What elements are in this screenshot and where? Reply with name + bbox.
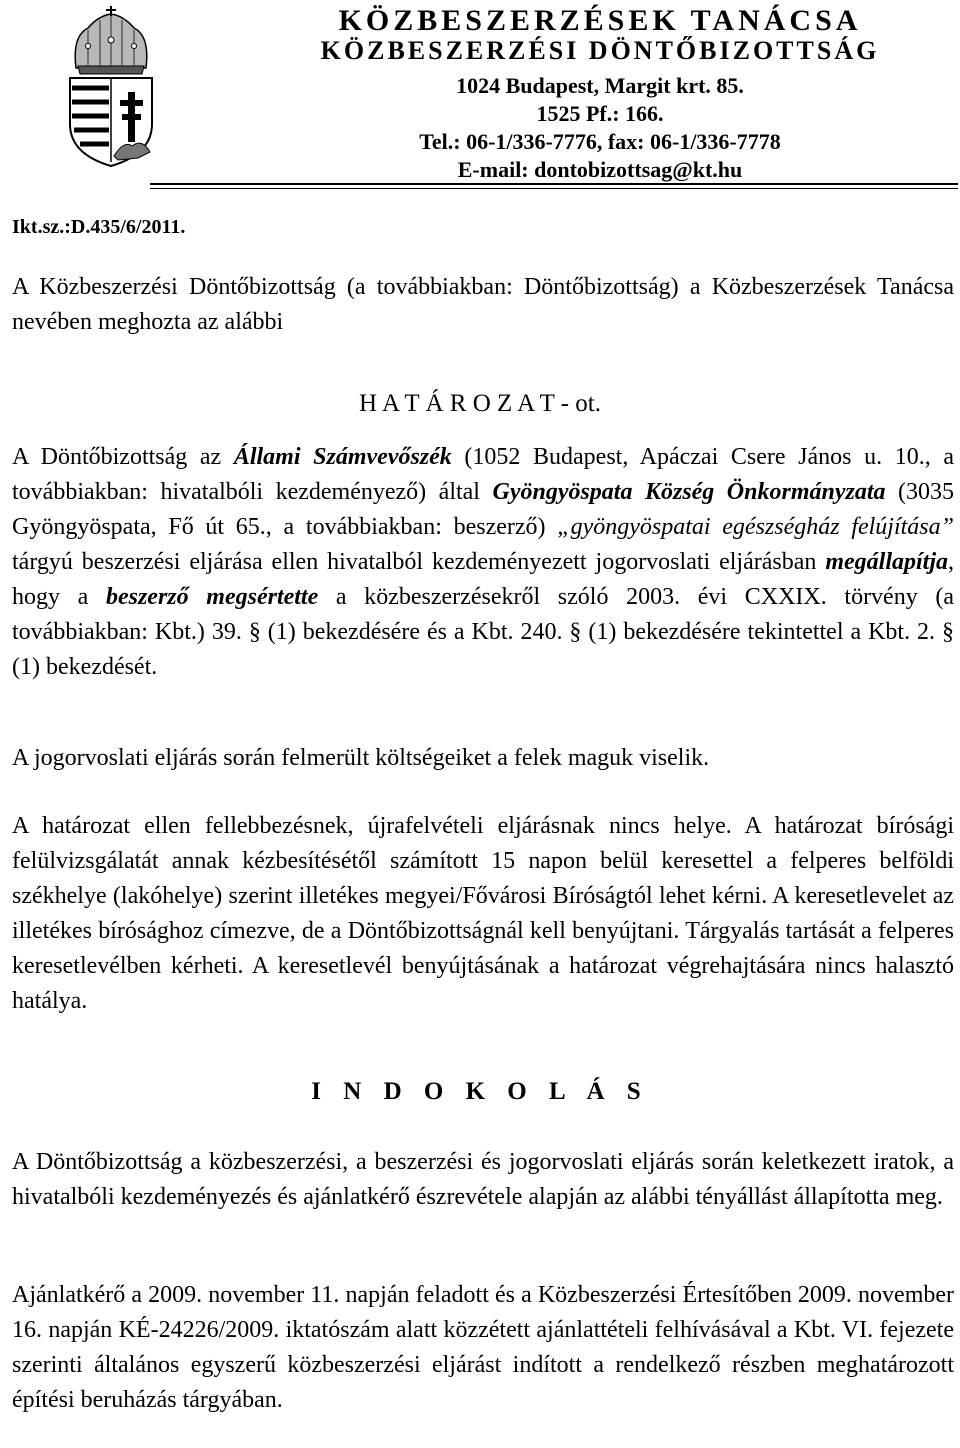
decision-text-5: , hogy a (12, 549, 954, 610)
reasoning-heading: I N D O K O L Á S (311, 1078, 649, 1105)
intro-paragraph: A Közbeszerzési Döntőbizottság (a továbbiakban: Döntőbizottság) a Közbeszerzések Tanácsa nevében meghozta az alábbi (12, 274, 954, 335)
decision-text-2: (1052 Budapest, Apáczai Csere János u. 10., a továbbiakban: hivatalbóli kezdeményező) által (12, 444, 954, 505)
decision-text-3: (3035 Gyöngyöspata, Fő út 65., a továbbiakban: beszerző) (12, 479, 955, 540)
decision-text-4: tárgyú beszerzési eljárása ellen hivatalból kezdeményezett jogorvoslati eljárásban (12, 549, 826, 575)
decision-text-1: A Döntőbizottság az (12, 444, 234, 470)
address-email: E-mail: dontobizottsag@kt.hu (457, 157, 743, 182)
decision-finding: megállapítja (825, 549, 948, 575)
header-rule-thick (150, 183, 958, 185)
decision-violation: beszerző megsértette (105, 584, 319, 610)
reasoning-paragraph-2: Ajánlatkérő a 2009. november 11. napján feladott és a Közbeszerzési Értesítőben 2009. november 16. napján KÉ-24226/2009. iktatószám alatt közzétett ajánlattételi felhívásával a Kbt. VI. fejezete szerinti általános egyszerű közbeszerzési eljárást indított a rendelkező részben meghatározott építési beruházás tárgyában. (12, 1282, 954, 1413)
address-pobox: 1525 Pf.: 166. (536, 101, 664, 126)
decision-heading: H A T Á R O Z A T - ot. (359, 390, 601, 417)
reasoning-paragraph-1: A Döntőbizottság a közbeszerzési, a beszerzési és jogorvoslati eljárás során keletkezett iratok, a hivatalbóli kezdeményezés és ajánlatkérő észrevétele alapján az alábbi tényállást állapította meg. (12, 1149, 954, 1210)
address-street: 1024 Budapest, Margit krt. 85. (456, 73, 744, 98)
coat-of-arms-icon (58, 6, 164, 168)
decision-paragraph (12, 440, 954, 685)
decision-auditor-name: Állami Számvevőszék (233, 444, 452, 470)
decision-municipality-name: Gyöngyöspata Község Önkormányzata (492, 479, 886, 505)
address-phone-fax: Tel.: 06-1/336-7776, fax: 06-1/336-7778 (419, 129, 781, 154)
org-name-board: KÖZBESZERZÉSI DÖNTŐBIZOTTSÁG (320, 36, 880, 65)
header-rule-thin (150, 188, 958, 189)
costs-paragraph: A jogorvoslati eljárás során felmerült költségeiket a felek maguk viselik. (12, 745, 710, 771)
file-number: Ikt.sz.:D.435/6/2011. (12, 216, 186, 238)
org-name-council: KÖZBESZERZÉSEK TANÁCSA (338, 4, 862, 37)
decision-text-6: a közbeszerzésekről szóló 2003. évi CXXIX. törvény (a továbbiakban: Kbt.) 39. § (1) bekezdésére és a Kbt. 240. § (1) bekezdésére tekintettel a Kbt. 2. § (1) bekezdését. (12, 584, 955, 680)
decision-procurement-subject: „gyöngyöspatai egészségház felújítása” (557, 514, 954, 540)
appeal-paragraph: A határozat ellen fellebbezésnek, újrafelvételi eljárásnak nincs helye. A határozat bírósági felülvizsgálatát annak kézbesítésétől számított 15 napon belül keresettel a felperes belföldi székhelye (lakóhelye) szerint illetékes megyei/Fővárosi Bíróságtól lehet kérni. A keresetlevelet az illetékes bírósághoz címezve, de a Döntőbizottságnál kell benyújtani. Tárgyalás tartását a felperes keresetlevélben kérheti. A keresetlevél benyújtásának a határozat végrehajtására nincs halasztó hatálya. (12, 813, 954, 1014)
